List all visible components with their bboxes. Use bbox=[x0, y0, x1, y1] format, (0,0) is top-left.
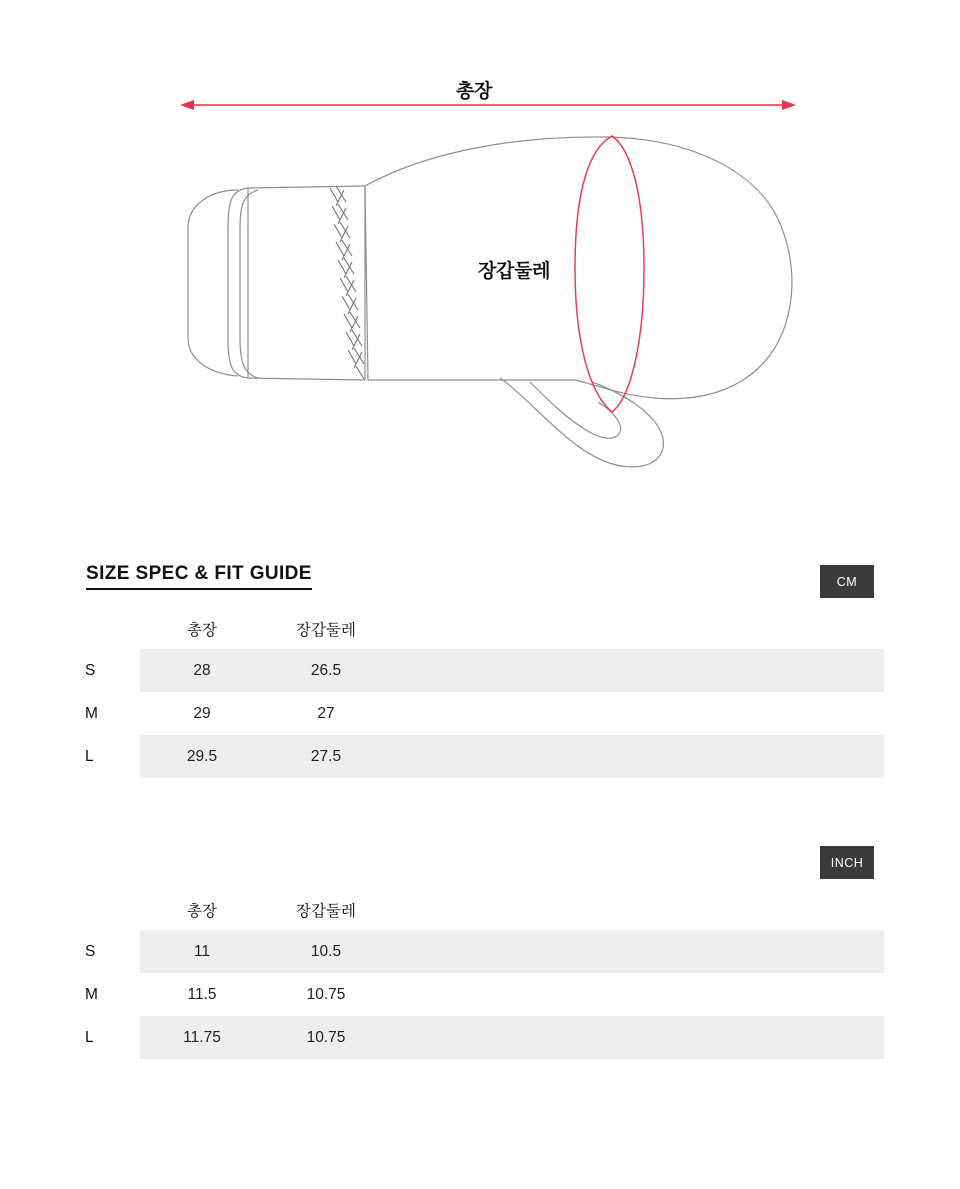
header-cell-total-length: 총장 bbox=[140, 889, 264, 930]
size-table-inch bbox=[78, 889, 884, 1059]
cell-l-empty-2 bbox=[512, 735, 636, 778]
cell-l-total-length: 29.5 bbox=[140, 735, 264, 778]
cell-s-glove-girth: 26.5 bbox=[264, 649, 388, 692]
cell-l-empty-3 bbox=[636, 1016, 760, 1059]
cell-m-empty-3 bbox=[636, 692, 760, 735]
cell-m-empty-4 bbox=[760, 692, 884, 735]
glove-girth-line bbox=[575, 136, 644, 412]
table-header-row bbox=[78, 608, 884, 649]
cell-s-empty-1 bbox=[388, 930, 512, 973]
header-cell-glove-girth: 장갑둘레 bbox=[264, 889, 388, 930]
cell-m-total-length: 11.5 bbox=[140, 973, 264, 1016]
cell-m-empty-2 bbox=[512, 973, 636, 1016]
cell-l-empty-1 bbox=[388, 1016, 512, 1059]
cell-m-empty-4 bbox=[760, 973, 884, 1016]
cell-s-empty-1 bbox=[388, 649, 512, 692]
unit-badge-inch: INCH bbox=[820, 846, 874, 879]
header-cell-size bbox=[78, 889, 140, 930]
table-row bbox=[78, 692, 884, 735]
cell-l-glove-girth: 10.75 bbox=[264, 1016, 388, 1059]
header-cell-empty-2 bbox=[512, 608, 636, 649]
cell-m-empty-2 bbox=[512, 692, 636, 735]
cell-l-empty-2 bbox=[512, 1016, 636, 1059]
table-row bbox=[78, 735, 884, 778]
cell-m-empty-1 bbox=[388, 692, 512, 735]
header-cell-empty-1 bbox=[388, 608, 512, 649]
cell-l-empty-4 bbox=[760, 1016, 884, 1059]
header-cell-size bbox=[78, 608, 140, 649]
table-row bbox=[78, 1016, 884, 1059]
cell-s-empty-2 bbox=[512, 649, 636, 692]
header-cell-empty-1 bbox=[388, 889, 512, 930]
unit-badge-cm: CM bbox=[820, 565, 874, 598]
header-cell-total-length: 총장 bbox=[140, 608, 264, 649]
header-cell-empty-2 bbox=[512, 889, 636, 930]
glove-measurement-diagram bbox=[0, 0, 960, 520]
table-row bbox=[78, 973, 884, 1016]
table-header-row bbox=[78, 889, 884, 930]
glove-girth-label: 장갑둘레 bbox=[478, 261, 551, 282]
total-length-label: 총장 bbox=[456, 81, 493, 102]
size-table-cm bbox=[78, 608, 884, 778]
cell-s-total-length: 11 bbox=[140, 930, 264, 973]
cell-l-empty-4 bbox=[760, 735, 884, 778]
table-row bbox=[78, 930, 884, 973]
cell-m-empty-3 bbox=[636, 973, 760, 1016]
page-title: SIZE SPEC & FIT GUIDE bbox=[86, 563, 312, 590]
cell-l-empty-3 bbox=[636, 735, 760, 778]
row-label-s: S bbox=[78, 930, 140, 973]
cell-l-total-length: 11.75 bbox=[140, 1016, 264, 1059]
cell-m-glove-girth: 10.75 bbox=[264, 973, 388, 1016]
header-cell-empty-4 bbox=[760, 608, 884, 649]
cell-l-glove-girth: 27.5 bbox=[264, 735, 388, 778]
cell-s-empty-3 bbox=[636, 649, 760, 692]
cell-s-empty-4 bbox=[760, 649, 884, 692]
cell-m-glove-girth: 27 bbox=[264, 692, 388, 735]
header-cell-empty-4 bbox=[760, 889, 884, 930]
cell-s-empty-2 bbox=[512, 930, 636, 973]
cell-s-empty-4 bbox=[760, 930, 884, 973]
cell-m-empty-1 bbox=[388, 973, 512, 1016]
cell-l-empty-1 bbox=[388, 735, 512, 778]
mitten-outline bbox=[188, 137, 792, 467]
row-label-m: M bbox=[78, 692, 140, 735]
header-cell-empty-3 bbox=[636, 608, 760, 649]
header-cell-empty-3 bbox=[636, 889, 760, 930]
table-row bbox=[78, 649, 884, 692]
row-label-s: S bbox=[78, 649, 140, 692]
cell-s-empty-3 bbox=[636, 930, 760, 973]
row-label-l: L bbox=[78, 1016, 140, 1059]
cell-m-total-length: 29 bbox=[140, 692, 264, 735]
stitch-marks bbox=[330, 186, 364, 379]
cell-s-total-length: 28 bbox=[140, 649, 264, 692]
cell-s-glove-girth: 10.5 bbox=[264, 930, 388, 973]
header-cell-glove-girth: 장갑둘레 bbox=[264, 608, 388, 649]
row-label-l: L bbox=[78, 735, 140, 778]
row-label-m: M bbox=[78, 973, 140, 1016]
